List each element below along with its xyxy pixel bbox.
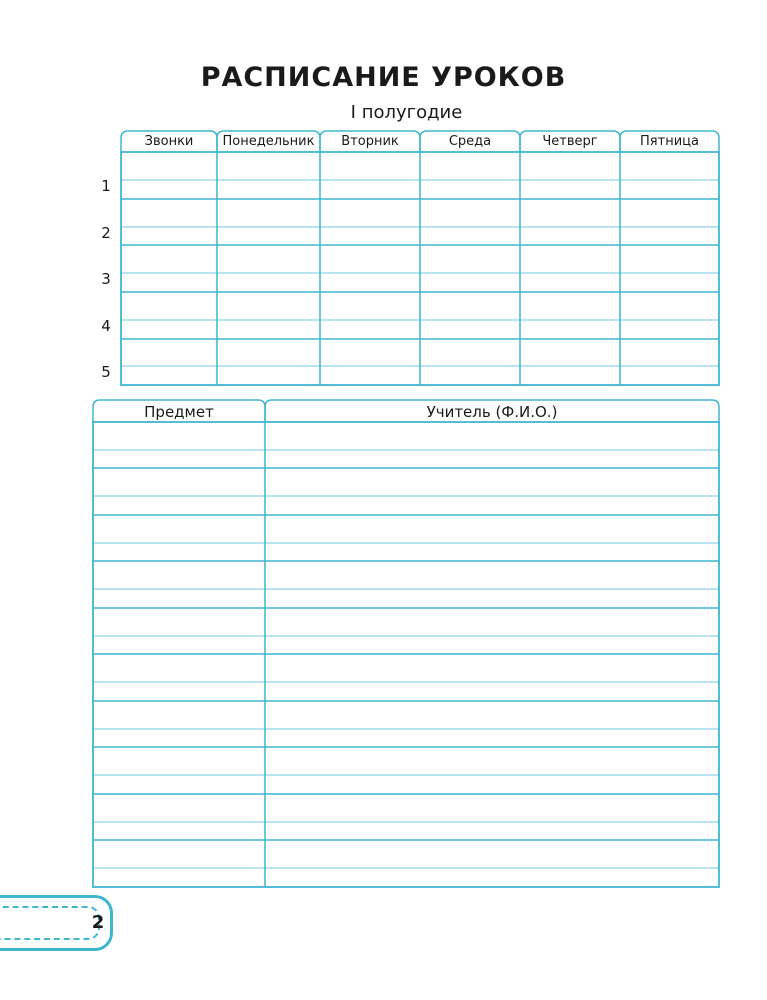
schedule-header-tuesday: Вторник bbox=[341, 134, 399, 149]
schedule-header-zvonki: Звонки bbox=[144, 134, 194, 149]
schedule-header-thursday: Четверг bbox=[542, 134, 598, 149]
lesson-number-4: 4 bbox=[101, 317, 111, 335]
lesson-number-3: 3 bbox=[101, 270, 111, 288]
page-number: 2 bbox=[91, 912, 105, 933]
teacher-header-teacher-name: Учитель (Ф.И.О.) bbox=[426, 403, 558, 421]
page-number-badge-dashes bbox=[0, 906, 100, 940]
lesson-number-5: 5 bbox=[101, 363, 111, 381]
schedule-header-wednesday: Среда bbox=[448, 134, 492, 149]
schedule-header-monday: Понедельник bbox=[222, 134, 315, 149]
lesson-number-2: 2 bbox=[101, 224, 111, 242]
page-subtitle: I полугодие bbox=[350, 102, 463, 123]
page-title: РАСПИСАНИЕ УРОКОВ bbox=[200, 62, 567, 93]
teacher-header-subject: Предмет bbox=[144, 403, 214, 421]
lesson-number-1: 1 bbox=[101, 177, 111, 195]
schedule-header-friday: Пятница bbox=[640, 134, 699, 149]
